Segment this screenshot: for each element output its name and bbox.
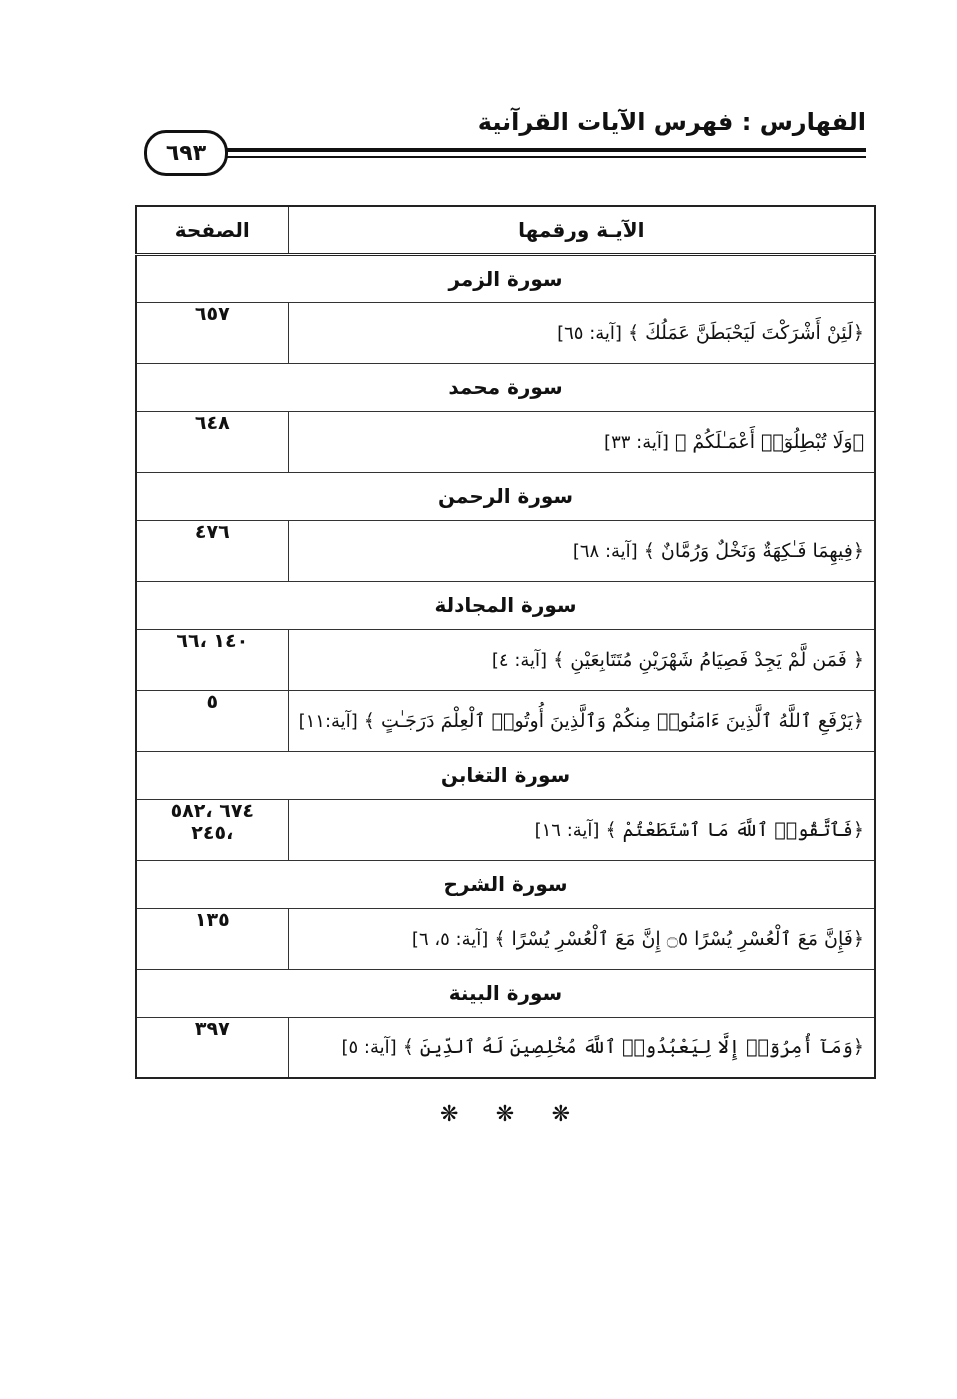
surah-heading: سورة الزمر: [136, 254, 875, 302]
verse-ref: [آية: ٣٣]: [604, 431, 669, 453]
verse-ref: [آية: ١٦]: [534, 819, 600, 841]
verse-text: ﴿وَمَآ أُمِرُوٓا۟ إِلَّا لِيَعْبُدُوا۟ ٱللَّهَ مُخْلِصِينَ لَهُ ٱلدِّينَ ﴾: [402, 1036, 864, 1059]
star-ornament-icon: ❋: [495, 1102, 515, 1127]
table-row: [136, 302, 875, 363]
verse-text: ﴿لَئِنْ أَشْرَكْتَ لَيَحْبَطَنَّ عَمَلُكَ ﴾: [628, 321, 864, 344]
table-row: [136, 690, 875, 751]
page-cell: ١٤٠ ،٦٦: [136, 629, 288, 690]
end-ornament: [440, 1102, 570, 1127]
page-cell: ٦٤٨: [136, 411, 288, 472]
verse-ref: [آية: ٤]: [491, 649, 548, 671]
surah-heading-row: [136, 581, 875, 629]
page-column-header: الصفحة: [136, 206, 288, 254]
surah-heading-row: [136, 969, 875, 1017]
verse-cell: [288, 520, 875, 581]
surah-heading-row: [136, 751, 875, 799]
verse-ref: [آية: ٦٥]: [557, 322, 622, 344]
header-rule-thick: [198, 148, 866, 152]
verse-cell: [288, 908, 875, 969]
header-rule-thin: [198, 156, 866, 158]
verse-text: ﴿يَرْفَعِ ٱللَّهُ ٱلَّذِينَ ءَامَنُوا۟ مِنكُمْ وَٱلَّذِينَ أُوتُوا۟ ٱلْعِلْمَ دَرَجَـٰتٍ ﴾: [363, 709, 864, 732]
verse-cell: [288, 1017, 875, 1078]
page-cell: ٣٩٧: [136, 1017, 288, 1078]
page-cell: ٦٧٤ ،٥٨٢ ،٢٤٥: [136, 799, 288, 860]
verse-cell: [288, 302, 875, 363]
page-cell: ١٣٥: [136, 908, 288, 969]
surah-heading: سورة التغابن: [136, 751, 875, 799]
surah-heading-row: [136, 472, 875, 520]
surah-heading: سورة البينة: [136, 969, 875, 1017]
surah-heading: سورة محمد: [136, 363, 875, 411]
page-number-badge: [144, 130, 228, 176]
verse-column-header: الآيـة ورقمها: [288, 206, 875, 254]
verse-ref: [آية: ٦٨]: [572, 540, 638, 562]
surah-heading: سورة الرحمن: [136, 472, 875, 520]
verse-text: ﴿فَإِنَّ مَعَ ٱلْعُسْرِ يُسْرًا ۝٥ إِنَّ مَعَ ٱلْعُسْرِ يُسْرًا ﴾: [494, 927, 864, 950]
table-row: [136, 799, 875, 860]
page-number: ٦٩٣: [165, 140, 207, 166]
verse-text: ﴿فِيهِمَا فَـٰكِهَةٌ وَنَخْلٌ وَرُمَّانٌ ﴾: [643, 539, 864, 562]
surah-heading: سورة الشرح: [136, 860, 875, 908]
verse-cell: [288, 799, 875, 860]
table-row: [136, 1017, 875, 1078]
verse-ref: [آية:١١]: [298, 710, 358, 732]
page-cell: ٦٥٧: [136, 302, 288, 363]
verse-text: ﴿وَلَا تُبْطِلُوٓا۟ أَعْمَـٰلَكُمْ ﴾: [674, 430, 864, 453]
verse-text: ﴿ فَمَن لَّمْ يَجِدْ فَصِيَامُ شَهْرَيْنِ مُتَتَابِعَيْنِ ﴾: [553, 648, 864, 671]
running-title: الفهارس : فهرس الآيات القرآنية: [477, 108, 866, 136]
verse-text: ﴿فَٱتَّقُوا۟ ٱللَّهَ مَا ٱسْتَطَعْتُمْ ﴾: [605, 818, 864, 841]
surah-heading: سورة المجادلة: [136, 581, 875, 629]
table-row: [136, 629, 875, 690]
table-row: [136, 411, 875, 472]
verse-cell: [288, 690, 875, 751]
verse-ref: [آية: ٥، ٦]: [411, 928, 489, 950]
surah-heading-row: [136, 363, 875, 411]
table-row: [136, 520, 875, 581]
verse-ref: [آية: ٥]: [341, 1037, 397, 1059]
verse-index-table: [135, 205, 876, 1079]
page-header: [138, 108, 866, 178]
page-cell: ٥: [136, 690, 288, 751]
star-ornament-icon: ❋: [551, 1102, 570, 1127]
surah-heading-row: [136, 254, 875, 302]
verse-cell: [288, 629, 875, 690]
table-header-row: [136, 206, 875, 254]
verse-cell: [288, 411, 875, 472]
star-ornament-icon: ❋: [440, 1102, 459, 1127]
page-cell: ٤٧٦: [136, 520, 288, 581]
surah-heading-row: [136, 860, 875, 908]
table-row: [136, 908, 875, 969]
